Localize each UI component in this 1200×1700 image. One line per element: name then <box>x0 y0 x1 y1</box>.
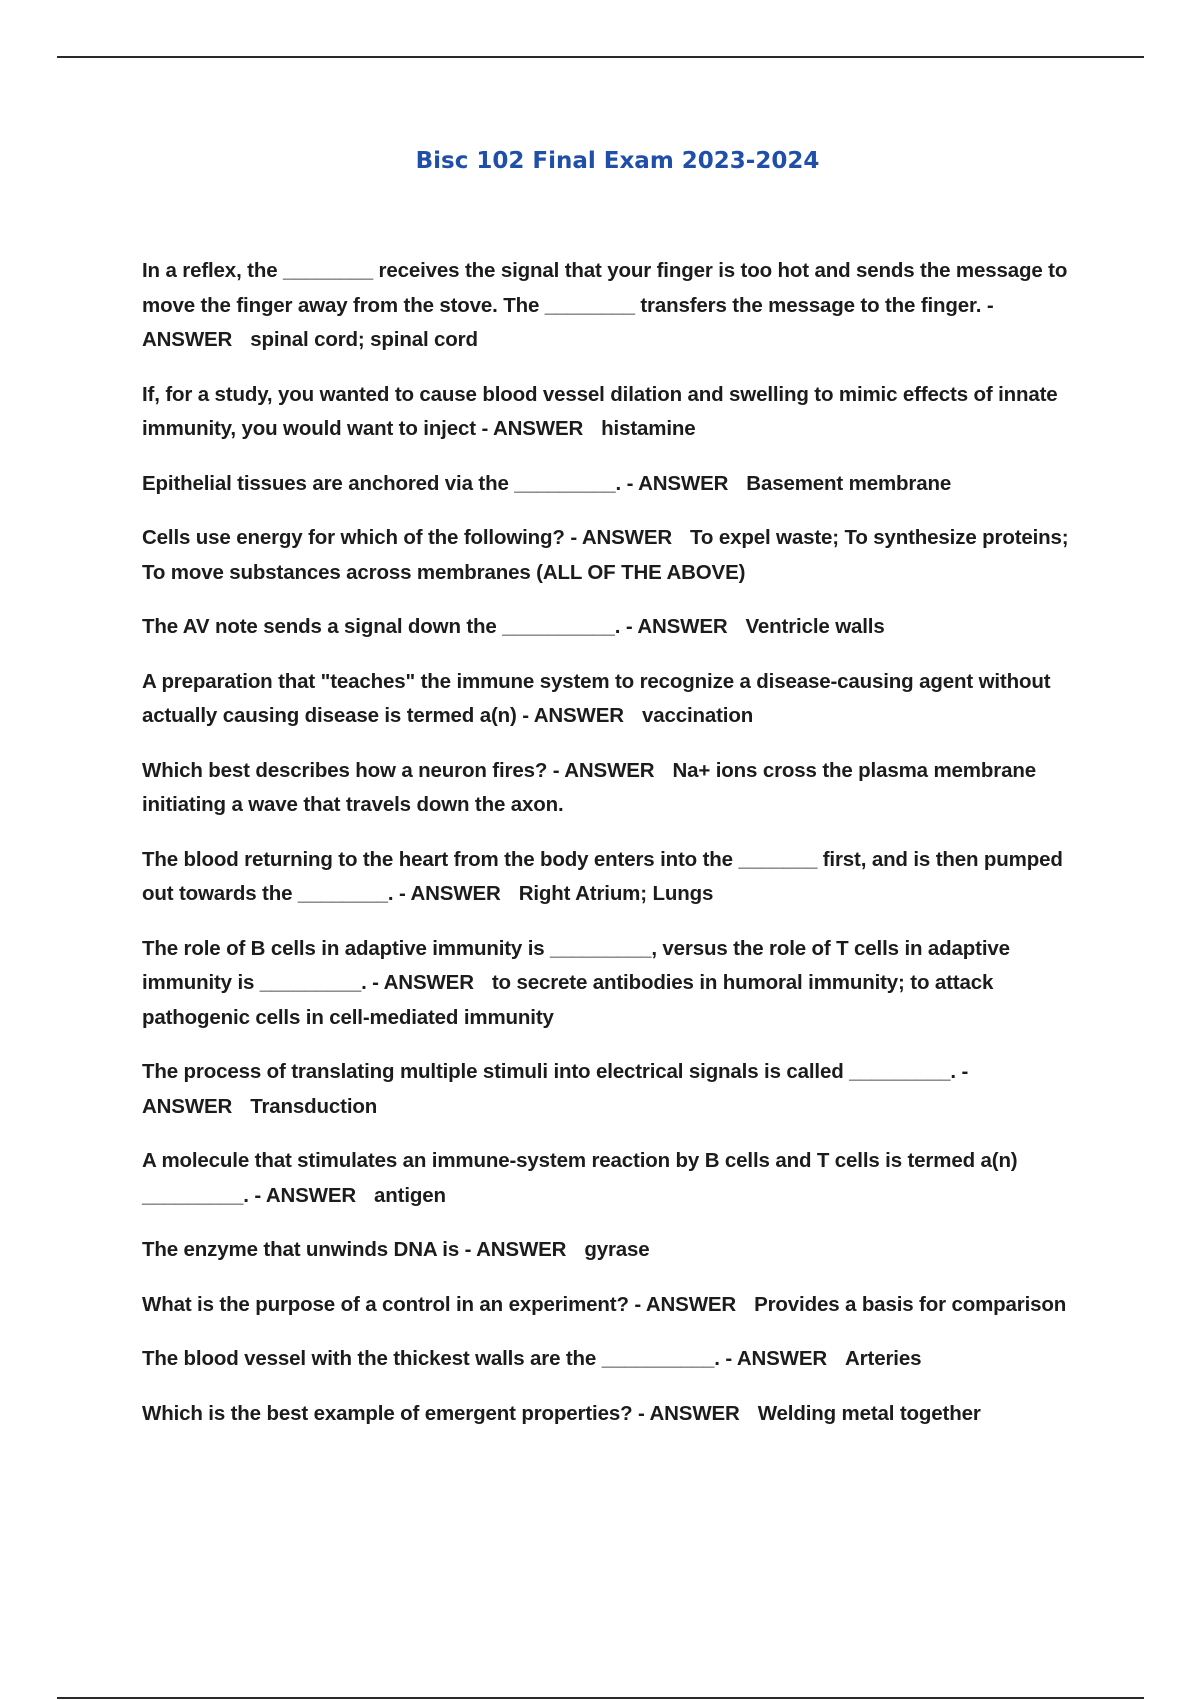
answer-text: spinal cord; spinal cord <box>250 328 478 351</box>
answer-label: ANSWER <box>383 971 474 994</box>
question-text: If, for a study, you wanted to cause blood vessel dilation and swelling to mimic effects of innate immunity, you would want to inject - <box>142 382 1058 440</box>
bottom-divider <box>57 1697 1144 1699</box>
qa-item <box>142 521 1090 590</box>
answer-label: ANSWER <box>564 758 655 782</box>
qa-item <box>142 843 1090 912</box>
answer-text: Provides a basis for comparison <box>754 1292 1067 1316</box>
answer-label: ANSWER <box>492 417 584 440</box>
qa-item <box>142 932 1090 1036</box>
answer-text: to secrete antibodies in humoral immunity; to attack pathogenic cells in cell-mediated immunity <box>142 971 994 1029</box>
answer-text: Right Atrium; Lungs <box>518 882 714 905</box>
answer-text: Ventricle walls <box>745 615 885 638</box>
answer-label: ANSWER <box>265 1183 357 1207</box>
answer-text: Welding metal together <box>757 1401 981 1425</box>
qa-item <box>142 665 1090 734</box>
question-text: Which is the best example of emergent properties? - <box>142 1401 645 1425</box>
answer-label: ANSWER <box>533 704 624 727</box>
answer-label: ANSWER <box>637 615 728 638</box>
answer-label: ANSWER <box>649 1401 740 1425</box>
answer-text: histamine <box>601 417 696 440</box>
qa-item <box>142 467 1090 502</box>
qa-item <box>142 378 1090 447</box>
answer-text: vaccination <box>641 704 754 727</box>
answer-label: ANSWER <box>638 471 729 495</box>
question-text: Which best describes how a neuron fires? - <box>142 758 560 782</box>
question-text: The enzyme that unwinds DNA is - <box>142 1238 472 1261</box>
qa-list <box>142 254 1090 1451</box>
qa-item <box>142 1055 1090 1124</box>
question-text: In a reflex, the ________ receives the signal that your finger is too hot and sends the message to move the finger away from the stove. The ________ transfers the message to the finger. - <box>142 259 1068 317</box>
answer-text: Arteries <box>845 1347 922 1370</box>
document-title: Bisc 102 Final Exam 2023-2024 <box>415 148 820 174</box>
qa-item <box>142 610 1090 645</box>
question-text: A molecule that stimulates an immune-system reaction by B cells and T cells is termed a(n) _________. - <box>142 1149 1018 1207</box>
question-text: The role of B cells in adaptive immunity is _________, versus the role of T cells in adaptive immunity is _________. - <box>142 936 1010 994</box>
qa-item <box>142 1397 1090 1432</box>
answer-text: Na+ ions cross the plasma membrane initiating a wave that travels down the axon. <box>142 758 1036 816</box>
answer-text: antigen <box>374 1183 446 1207</box>
question-text: What is the purpose of a control in an experiment? - <box>142 1292 642 1316</box>
answer-label: ANSWER <box>645 1292 737 1316</box>
answer-text: To expel waste; To synthesize proteins; To move substances across membranes (ALL OF THE ABOVE) <box>142 526 1069 584</box>
top-divider <box>57 56 1144 58</box>
answer-text: Basement membrane <box>746 471 952 495</box>
question-text: A preparation that "teaches" the immune system to recognize a disease-causing agent without actually causing disease is termed a(n) - <box>142 669 1051 727</box>
qa-item <box>142 754 1090 823</box>
question-text: Cells use energy for which of the following? - <box>142 526 578 549</box>
question-text: The blood returning to the heart from the body enters into the _______ first, and is then pumped out towards the ________. - <box>142 847 1063 905</box>
answer-text: gyrase <box>584 1238 650 1261</box>
answer-text: Transduction <box>250 1094 378 1118</box>
qa-item <box>142 1288 1090 1323</box>
qa-item <box>142 254 1090 358</box>
answer-label: ANSWER <box>142 328 233 351</box>
question-text: Epithelial tissues are anchored via the _________. - <box>142 471 634 495</box>
qa-item <box>142 1342 1090 1377</box>
question-text: The AV note sends a signal down the __________. - <box>142 615 633 638</box>
answer-label: ANSWER <box>410 882 501 905</box>
qa-item <box>142 1144 1090 1213</box>
answer-label: ANSWER <box>581 526 673 549</box>
answer-label: ANSWER <box>736 1347 828 1370</box>
question-text: The blood vessel with the thickest walls are the __________. - <box>142 1347 733 1370</box>
answer-label: ANSWER <box>142 1094 233 1118</box>
qa-item <box>142 1233 1090 1268</box>
answer-label: ANSWER <box>476 1238 567 1261</box>
question-text: The process of translating multiple stimuli into electrical signals is called _________. - <box>142 1060 969 1083</box>
